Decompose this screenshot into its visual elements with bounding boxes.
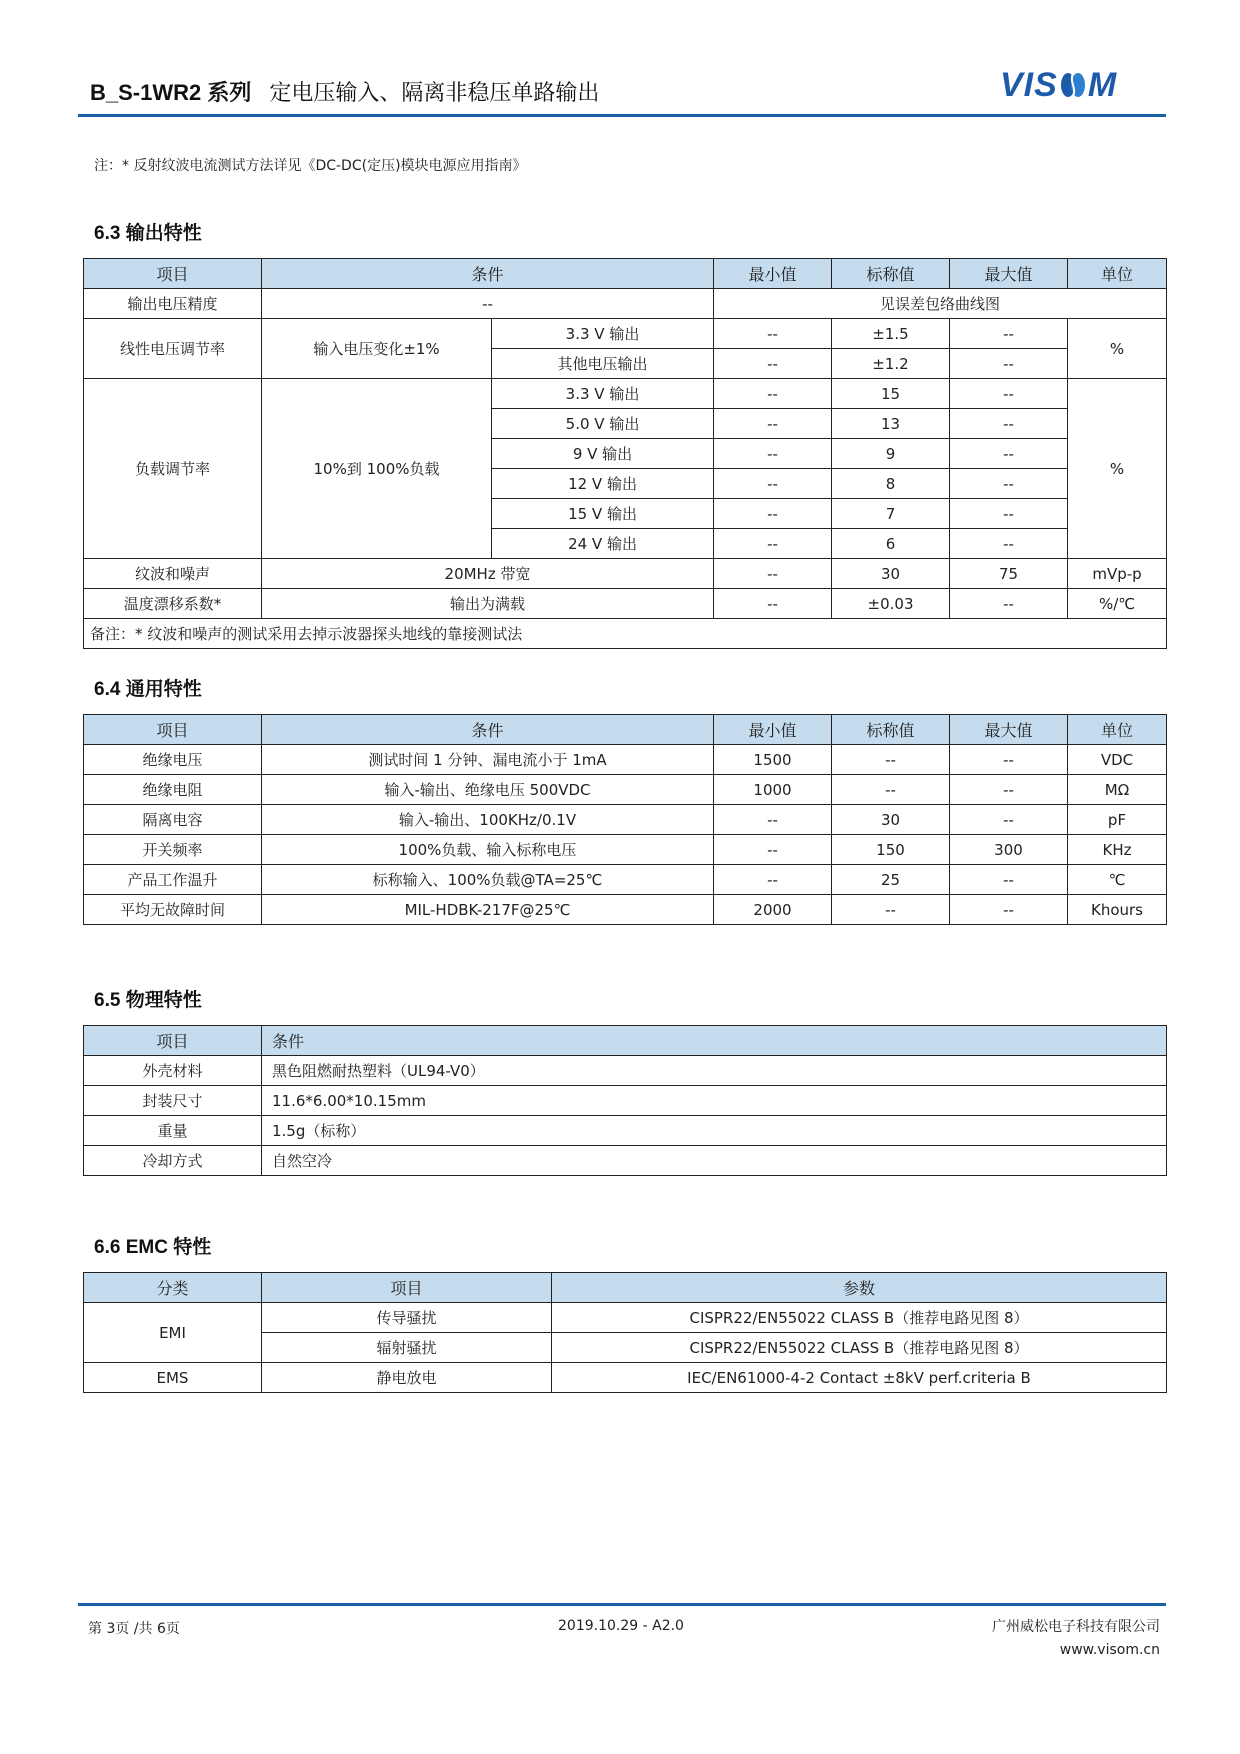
nominal-cell: 25 — [832, 865, 950, 895]
nominal-cell: 15 — [832, 379, 950, 409]
max-cell: -- — [950, 469, 1068, 499]
item-cell: 外壳材料 — [84, 1056, 262, 1086]
header-cell: 项目 — [84, 1026, 262, 1056]
condition-cell: MIL-HDBK-217F@25℃ — [262, 895, 714, 925]
parameter-cell: CISPR22/EN55022 CLASS B（推荐电路见图 8） — [552, 1303, 1167, 1333]
min-cell: -- — [714, 835, 832, 865]
visom-logo: VIS M — [1000, 66, 1118, 104]
item-cell: 产品工作温升 — [84, 865, 262, 895]
item-cell: 平均无故障时间 — [84, 895, 262, 925]
item-cell: 辐射骚扰 — [262, 1333, 552, 1363]
condition-cell: 20MHz 带宽 — [262, 559, 714, 589]
document-title — [90, 76, 599, 107]
table-header-row — [84, 1026, 1167, 1056]
max-cell: -- — [950, 589, 1068, 619]
table-row — [84, 1363, 1167, 1393]
min-cell: 2000 — [714, 895, 832, 925]
item-cell: 温度漂移系数* — [84, 589, 262, 619]
nominal-cell: 7 — [832, 499, 950, 529]
series-name: B_S-1WR2 系列 — [90, 80, 252, 105]
table-header-row — [84, 1273, 1167, 1303]
header-cell: 最小值 — [714, 715, 832, 745]
min-cell: -- — [714, 499, 832, 529]
min-cell: -- — [714, 319, 832, 349]
condition-cell: 输入电压变化±1% — [262, 319, 492, 379]
parameter-cell: IEC/EN61000-4-2 Contact ±8kV perf.criteria B — [552, 1363, 1167, 1393]
sub-condition-cell: 15 V 输出 — [492, 499, 714, 529]
min-cell: -- — [714, 865, 832, 895]
note-text: 注：* 反射纹波电流测试方法详见《DC-DC(定压)模块电源应用指南》 — [94, 158, 527, 174]
section-title-physical: 6.5 物理特性 — [94, 990, 202, 1011]
company-website: www.visom.cn — [1059, 1642, 1160, 1658]
condition-cell: 输入-输出、100KHz/0.1V — [262, 805, 714, 835]
page-number: 第 3页 /共 6页 — [88, 1621, 180, 1637]
min-cell: 1000 — [714, 775, 832, 805]
table-row — [84, 1303, 1167, 1333]
emc-characteristics-table — [83, 1272, 1167, 1393]
item-cell: 纹波和噪声 — [84, 559, 262, 589]
header-cell: 条件 — [262, 715, 714, 745]
unit-cell: %/℃ — [1068, 589, 1167, 619]
condition-cell: 10%到 100%负载 — [262, 379, 492, 559]
header-cell: 最大值 — [950, 715, 1068, 745]
max-cell: -- — [950, 745, 1068, 775]
nominal-cell: 9 — [832, 439, 950, 469]
sub-condition-cell: 5.0 V 输出 — [492, 409, 714, 439]
header-cell: 条件 — [262, 1026, 1167, 1056]
footer-rule — [78, 1603, 1166, 1606]
item-cell: 隔离电容 — [84, 805, 262, 835]
max-cell: -- — [950, 805, 1068, 835]
nominal-cell: -- — [832, 745, 950, 775]
table-row — [84, 559, 1167, 589]
condition-cell: 输出为满载 — [262, 589, 714, 619]
nominal-cell: -- — [832, 775, 950, 805]
min-cell: -- — [714, 349, 832, 379]
category-cell: EMI — [84, 1303, 262, 1363]
sub-condition-cell: 24 V 输出 — [492, 529, 714, 559]
nominal-cell: 13 — [832, 409, 950, 439]
min-cell: 1500 — [714, 745, 832, 775]
min-cell: -- — [714, 439, 832, 469]
condition-cell: 100%负载、输入标称电压 — [262, 835, 714, 865]
max-cell: -- — [950, 865, 1068, 895]
unit-cell: % — [1068, 379, 1167, 559]
min-cell: -- — [714, 805, 832, 835]
condition-cell: -- — [262, 289, 714, 319]
item-cell: 输出电压精度 — [84, 289, 262, 319]
logo-swirl-icon — [1058, 71, 1088, 99]
item-cell: 静电放电 — [262, 1363, 552, 1393]
header-cell: 条件 — [262, 259, 714, 289]
general-characteristics-table — [83, 714, 1167, 925]
unit-cell: pF — [1068, 805, 1167, 835]
header-cell: 单位 — [1068, 715, 1167, 745]
version-date: 2019.10.29 - A2.0 — [558, 1618, 684, 1634]
parameter-cell: CISPR22/EN55022 CLASS B（推荐电路见图 8） — [552, 1333, 1167, 1363]
sub-condition-cell: 3.3 V 输出 — [492, 319, 714, 349]
table-row — [84, 379, 1167, 409]
table-row — [84, 1056, 1167, 1086]
max-cell: -- — [950, 529, 1068, 559]
header-cell: 分类 — [84, 1273, 262, 1303]
table-row — [84, 865, 1167, 895]
max-cell: -- — [950, 349, 1068, 379]
condition-cell: 11.6*6.00*10.15mm — [262, 1086, 1167, 1116]
header-cell: 最小值 — [714, 259, 832, 289]
unit-cell: VDC — [1068, 745, 1167, 775]
table-row — [84, 1116, 1167, 1146]
header-cell: 项目 — [84, 259, 262, 289]
min-cell: -- — [714, 379, 832, 409]
header-cell: 项目 — [262, 1273, 552, 1303]
header-cell: 单位 — [1068, 259, 1167, 289]
physical-characteristics-table — [83, 1025, 1167, 1176]
unit-cell: KHz — [1068, 835, 1167, 865]
item-cell: 线性电压调节率 — [84, 319, 262, 379]
header-rule — [78, 114, 1166, 117]
min-cell: -- — [714, 409, 832, 439]
document-subtitle: 定电压输入、隔离非稳压单路输出 — [269, 80, 600, 105]
table-header-row — [84, 715, 1167, 745]
table-row — [84, 1086, 1167, 1116]
nominal-cell: 150 — [832, 835, 950, 865]
max-cell: -- — [950, 379, 1068, 409]
table-row — [84, 895, 1167, 925]
nominal-cell: -- — [832, 895, 950, 925]
table-row — [84, 589, 1167, 619]
sub-condition-cell: 3.3 V 输出 — [492, 379, 714, 409]
table-row — [84, 775, 1167, 805]
unit-cell: % — [1068, 319, 1167, 379]
sub-condition-cell: 12 V 输出 — [492, 469, 714, 499]
unit-cell: mVp-p — [1068, 559, 1167, 589]
condition-cell: 输入-输出、绝缘电压 500VDC — [262, 775, 714, 805]
table-row — [84, 835, 1167, 865]
nominal-cell: ±0.03 — [832, 589, 950, 619]
max-cell: -- — [950, 409, 1068, 439]
unit-cell: Khours — [1068, 895, 1167, 925]
table-row — [84, 1146, 1167, 1176]
min-cell: -- — [714, 589, 832, 619]
nominal-cell: 30 — [832, 559, 950, 589]
remark-cell: 备注：* 纹波和噪声的测试采用去掉示波器探头地线的靠接测试法 — [84, 619, 1167, 649]
table-remark-row — [84, 619, 1167, 649]
nominal-cell: 6 — [832, 529, 950, 559]
table-row — [84, 745, 1167, 775]
category-cell: EMS — [84, 1363, 262, 1393]
condition-cell: 黑色阻燃耐热塑料（UL94-V0） — [262, 1056, 1167, 1086]
condition-cell: 1.5g（标称） — [262, 1116, 1167, 1146]
section-title-output: 6.3 输出特性 — [94, 223, 202, 244]
sub-condition-cell: 9 V 输出 — [492, 439, 714, 469]
output-characteristics-table — [83, 258, 1167, 649]
min-cell: -- — [714, 559, 832, 589]
table-header-row — [84, 259, 1167, 289]
header-cell: 最大值 — [950, 259, 1068, 289]
item-cell: 绝缘电阻 — [84, 775, 262, 805]
header-cell: 标称值 — [832, 259, 950, 289]
max-cell: -- — [950, 895, 1068, 925]
item-cell: 传导骚扰 — [262, 1303, 552, 1333]
max-cell: -- — [950, 775, 1068, 805]
condition-cell: 标称输入、100%负载@TA=25℃ — [262, 865, 714, 895]
section-title-emc: 6.6 EMC 特性 — [94, 1237, 212, 1258]
nominal-cell: 8 — [832, 469, 950, 499]
table-row — [84, 805, 1167, 835]
condition-cell: 自然空冷 — [262, 1146, 1167, 1176]
unit-cell: ℃ — [1068, 865, 1167, 895]
nominal-cell: ±1.5 — [832, 319, 950, 349]
header-cell: 项目 — [84, 715, 262, 745]
unit-cell: MΩ — [1068, 775, 1167, 805]
item-cell: 负载调节率 — [84, 379, 262, 559]
section-title-general: 6.4 通用特性 — [94, 679, 202, 700]
max-cell: 300 — [950, 835, 1068, 865]
header-cell: 标称值 — [832, 715, 950, 745]
min-cell: -- — [714, 529, 832, 559]
item-cell: 开关频率 — [84, 835, 262, 865]
max-cell: -- — [950, 439, 1068, 469]
nominal-cell: ±1.2 — [832, 349, 950, 379]
header-cell: 参数 — [552, 1273, 1167, 1303]
table-row — [84, 319, 1167, 349]
nominal-cell: 30 — [832, 805, 950, 835]
company-name: 广州威松电子科技有限公司 — [992, 1619, 1160, 1635]
min-cell: -- — [714, 469, 832, 499]
item-cell: 绝缘电压 — [84, 745, 262, 775]
item-cell: 封装尺寸 — [84, 1086, 262, 1116]
condition-cell: 测试时间 1 分钟、漏电流小于 1mA — [262, 745, 714, 775]
max-cell: -- — [950, 499, 1068, 529]
item-cell: 冷却方式 — [84, 1146, 262, 1176]
max-cell: -- — [950, 319, 1068, 349]
item-cell: 重量 — [84, 1116, 262, 1146]
sub-condition-cell: 其他电压输出 — [492, 349, 714, 379]
max-cell: 75 — [950, 559, 1068, 589]
table-row — [84, 289, 1167, 319]
value-cell: 见误差包络曲线图 — [714, 289, 1167, 319]
